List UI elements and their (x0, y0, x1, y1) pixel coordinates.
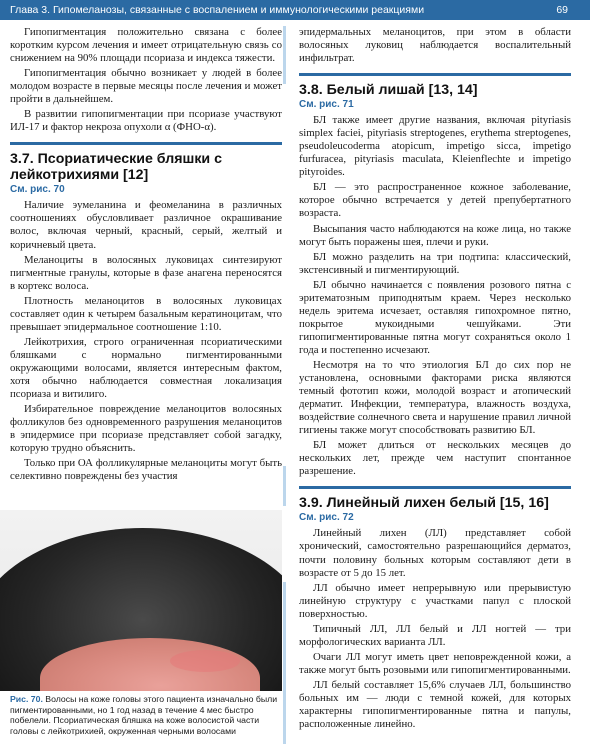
page-number: 69 (556, 4, 568, 16)
paragraph: Меланоциты в волосяных луковицах синтезируют пигментные гранулы, которые в фазе анагена переносятся в кортекс волоса. (10, 253, 282, 292)
section-rule (299, 73, 571, 76)
paragraph: БЛ можно разделить на три подтипа: классический, экстенсивный и пигментирующий. (299, 250, 571, 276)
paragraph: Гипопигментация положительно связана с более коротким курсом лечения и имеет отрицательную связь со снижением на 90% площади псориаза и индекса тяжести. (10, 26, 282, 65)
paragraph: БЛ может длиться от нескольких месяцев до нескольких лет, прежде чем наступит спонтанное разрешение. (299, 439, 571, 478)
figure-70-photo (0, 510, 282, 691)
paragraph: ЛЛ белый составляет 15,6% случаев ЛЛ, большинство больных им — люди с темной кожей, для которых характерны гипопигментированные пятна и папулы, расположенные линейно. (299, 678, 571, 731)
photo-plaque (170, 650, 240, 672)
divider-bar (283, 466, 286, 506)
paragraph: эпидермальных меланоцитов, при этом в области волосяных луковиц наблюдается воспалительный инфильтрат. (299, 26, 571, 65)
figure-caption (10, 694, 286, 736)
section-title: 3.8. Белый лишай [13, 14] (299, 82, 478, 99)
paragraph: БЛ обычно начинается с появления розового пятна с эритематозным приподнятым краем. Через несколько недель эритема исчезает, оставляя гипохромное пятно, покрытое мукоидными чешуйками. Эти гипопигментированные пятна могут сохраняться около 1 года и постепенно исчезают. (299, 278, 571, 356)
divider-bar (283, 26, 286, 84)
paragraph: Линейный лихен (ЛЛ) представляет собой хронический, самостоятельно разрешающийся дерматоз, почти половину больных которым составляют дети в возрасте от 5 до 15 лет. (299, 527, 571, 579)
paragraph: Типичный ЛЛ, ЛЛ белый и ЛЛ ногтей — три морфологических варианта ЛЛ. (299, 622, 571, 648)
paragraph: Высыпания часто наблюдаются на коже лица, но также могут быть поражены шея, плечи и руки. (299, 222, 571, 248)
paragraph: БЛ — это распространенное кожное заболевание, которое обычно встречается у детей препубертатного возраста. (299, 181, 571, 220)
paragraph: БЛ также имеет другие названия, включая pityriasis simplex faciei, pityriasis streptogenes, erythema streptogenes, pseudoleucoderma atopicum, impetigo sicca, impetigo furfuracea, pityriasis maculata, Kleienflechte и impetigo pityroides. (299, 114, 571, 179)
left-column (10, 26, 282, 485)
paragraph: Несмотря на то что этиология БЛ до сих пор не установлена, основными факторами риска являются темный фототип кожи, молодой возраст и атопический дерматит. Инфекции, температура, влажность воздуха, воздействие солнечного света и нарушение правил личной гигиены также могут способствовать развитию БЛ. (299, 358, 571, 437)
paragraph: Гипопигментация обычно возникает у людей в более молодом возрасте в первые месяцы после лечения и может пройти в дальнейшем. (10, 67, 282, 106)
paragraph: Избирательное повреждение меланоцитов волосяных фолликулов без одновременного разрушения меланоцитов в эпидермисе при псориазе представляет собой загадку, которую трудно объяснить. (10, 403, 282, 455)
page-header (0, 0, 590, 20)
figure-caption-text: Волосы на коже головы этого пациента изначально были пигментированными, но 1 год назад в течение 4 мес быстро побелели. Псориатическая бляшка на коже волосистой части головы с лейкотрихией, окруженная черными волосами (10, 694, 278, 736)
section-rule (10, 142, 282, 145)
paragraph: Очаги ЛЛ могут иметь цвет неповрежденной кожи, а также могут быть розовыми или гипопигментированными. (299, 650, 571, 676)
figure-reference: См. рис. 70 (10, 184, 65, 196)
figure-label: Рис. 70. (10, 694, 43, 704)
column-divider (283, 26, 286, 744)
chapter-title: Глава 3. Гипомеланозы, связанные с воспалением и иммунологическими реакциями (10, 4, 425, 16)
paragraph: Лейкотрихия, строго ограниченная псориатическими бляшками с нормально пигментированными окружающими волосами, является интересным фактом, хотя обычно наблюдается совместная локализация псориаза и витилиго. (10, 335, 282, 401)
paragraph: В развитии гипопигментации при псориазе участвуют ИЛ-17 и фактор некроза опухоли α (ФНО-α). (10, 108, 282, 134)
figure-reference: См. рис. 72 (299, 512, 354, 524)
paragraph: Плотность меланоцитов в волосяных луковицах составляет один к четырем базальным кератиноцитам, что превышает эпидермальное соотношение 1:10. (10, 294, 282, 333)
section-title: 3.7. Псориатические бляшки с лейкотрихиями [12] (10, 151, 222, 184)
section-title: 3.9. Линейный лихен белый [15, 16] (299, 495, 549, 512)
section-rule (299, 486, 571, 489)
paragraph: Наличие эумеланина и феомеланина в различных соотношениях обусловливает различное окрашивание волос, включая черный, красный, серый, желтый и коричневый цвета. (10, 199, 282, 251)
figure-reference: См. рис. 71 (299, 99, 354, 111)
paragraph: Только при ОА фолликулярные меланоциты могут быть селективно повреждены без участия (10, 457, 282, 483)
paragraph: ЛЛ обычно имеет непрерывную или прерывистую линейную структуру с участками папул с плоской поверхностью. (299, 581, 571, 620)
right-column (299, 26, 571, 733)
